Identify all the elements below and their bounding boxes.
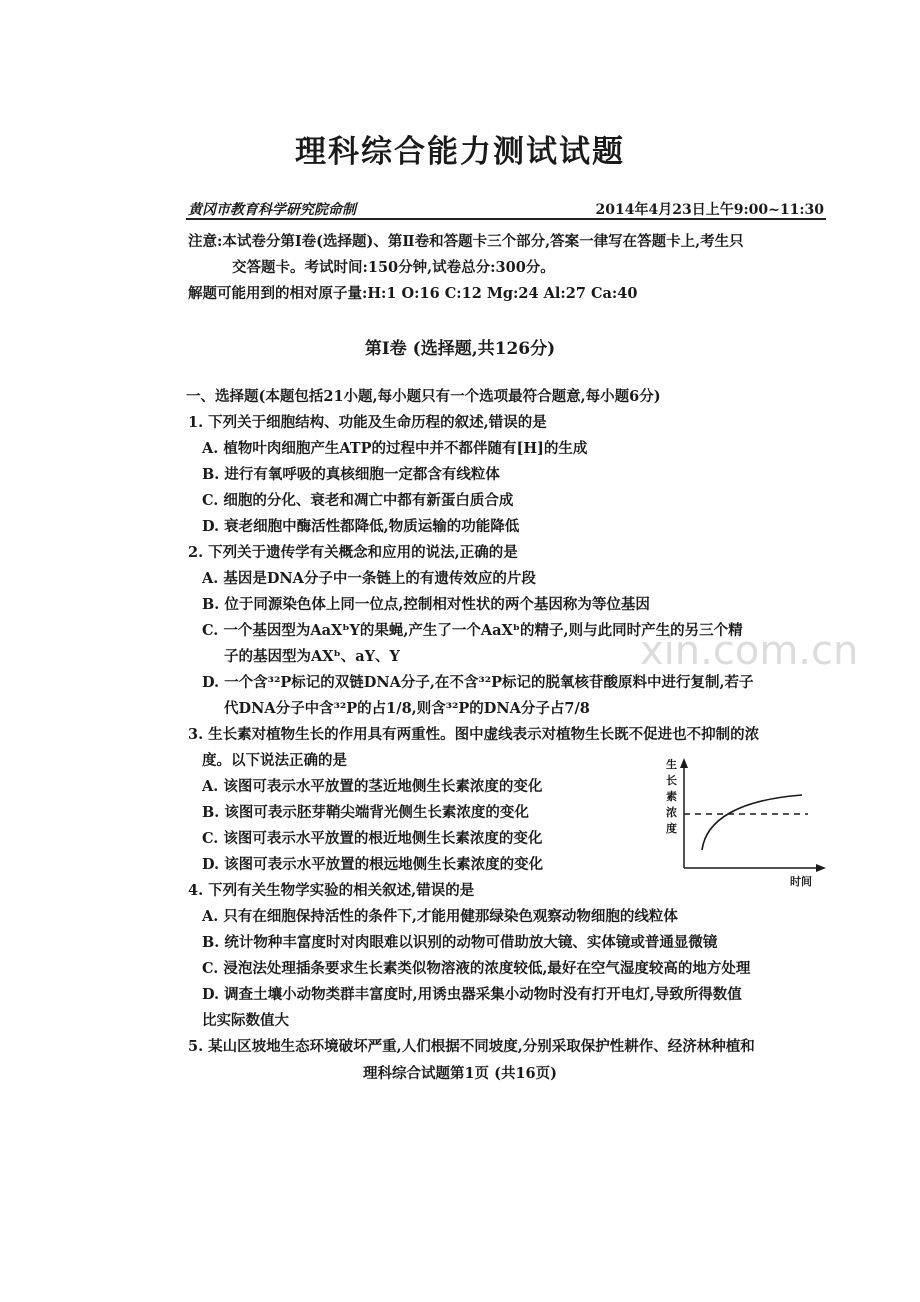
exam-datetime: 2014年4月23日上午9:00~11:30 [595, 202, 824, 218]
question-3-option-b: B. 该图可表示胚芽鞘尖端背光侧生长素浓度的变化 [202, 804, 529, 821]
question-3-stem: 3. 生长素对植物生长的作用具有两重性。图中虚线表示对植物生长既不促进也不抑制的浓 [188, 726, 760, 743]
graph-ylabel [666, 758, 677, 835]
question-2-option-c-cont: 子的基因型为AXᵇ、aY、Y [224, 648, 400, 665]
question-4-option-c: C. 浸泡法处理插条要求生长素类似物溶液的浓度较低,最好在空气湿度较高的地方处理 [202, 960, 751, 977]
question-4-option-b: B. 统计物种丰富度时对肉眼难以识别的动物可借助放大镜、实体镜或普通显微镜 [202, 934, 718, 951]
y-axis-arrow [680, 758, 688, 768]
page-title: 理科综合能力测试试题 [295, 134, 625, 170]
ylabel-char: 浓 [666, 806, 677, 819]
question-4-option-d-cont: 比实际数值大 [202, 1012, 289, 1029]
question-4-option-d: D. 调查土壤小动物类群丰富度时,用诱虫器采集小动物时没有打开电灯,导致所得数值 [202, 986, 742, 1003]
question-2-option-a: A. 基因是DNA分子中一条链上的有遗传效应的片段 [202, 570, 536, 587]
question-2-option-c: C. 一个基因型为AaXᵇY的果蝇,产生了一个AaXᵇ的精子,则与此同时产生的另三个精 [202, 622, 743, 639]
question-2-stem: 2. 下列关于遗传学有关概念和应用的说法,正确的是 [188, 544, 518, 561]
x-axis-arrow [816, 864, 826, 872]
question-2-option-d-cont: 代DNA分子中含³²P的占1/8,则含³²P的DNA分子占7/8 [224, 700, 590, 717]
auxin-concentration-graph [658, 758, 828, 888]
question-1-option-c: C. 细胞的分化、衰老和凋亡中都有新蛋白质合成 [202, 492, 514, 509]
question-3-option-d: D. 该图可表示水平放置的根远地侧生长素浓度的变化 [202, 856, 544, 873]
question-2-option-d: D. 一个含³²P标记的双链DNA分子,在不含³²P标记的脱氧核苷酸原料中进行复制,若子 [202, 674, 754, 691]
question-3-option-a: A. 该图可表示水平放置的茎近地侧生长素浓度的变化 [202, 778, 543, 795]
watermark-text: xin.com.cn [640, 628, 859, 674]
ylabel-char: 素 [666, 790, 677, 803]
question-1-option-d: D. 衰老细胞中酶活性都降低,物质运输的功能降低 [202, 518, 520, 535]
graph-xlabel: 时间 [790, 875, 812, 888]
section-title: 第Ⅰ卷 (选择题,共126分) [364, 339, 556, 359]
question-3-stem-cont: 度。以下说法正确的是 [202, 752, 347, 769]
atomic-mass-line: 解题可能用到的相对原子量:H:1 O:16 C:12 Mg:24 Al:27 Ca:40 [188, 285, 638, 302]
part-heading: 一、选择题(本题包括21小题,每小题只有一个选项最符合题意,每小题6分) [186, 388, 661, 405]
ylabel-char: 生 [666, 758, 677, 771]
question-5-stem: 5. 某山区坡地生态环境破坏严重,人们根据不同坡度,分别采取保护性耕作、经济林种植和 [188, 1038, 755, 1055]
notice-line-2: 交答题卡。考试时间:150分钟,试卷总分:300分。 [232, 259, 555, 276]
page-footer: 理科综合试题第1页 (共16页) [362, 1065, 558, 1082]
question-1-option-b: B. 进行有氧呼吸的真核细胞一定都含有线粒体 [202, 466, 500, 483]
question-4-option-a: A. 只有在细胞保持活性的条件下,才能用健那绿染色观察动物细胞的线粒体 [202, 908, 678, 925]
question-4-stem: 4. 下列有关生物学实验的相关叙述,错误的是 [188, 882, 475, 899]
ylabel-char: 度 [666, 822, 677, 835]
notice-line-1: 注意:本试卷分第Ⅰ卷(选择题)、第Ⅱ卷和答题卡三个部分,答案一律写在答题卡上,考生只 [188, 233, 744, 250]
question-2-option-b: B. 位于同源染色体上同一位点,控制相对性状的两个基因称为等位基因 [202, 596, 650, 613]
concentration-curve [702, 795, 802, 850]
issuer-text: 黄冈市教育科学研究院命制 [188, 202, 356, 218]
header-rule [186, 218, 826, 220]
ylabel-char: 长 [666, 774, 677, 787]
question-1-stem: 1. 下列关于细胞结构、功能及生命历程的叙述,错误的是 [188, 414, 547, 431]
question-1-option-a: A. 植物叶肉细胞产生ATP的过程中并不都伴随有[H]的生成 [202, 440, 588, 457]
question-3-option-c: C. 该图可表示水平放置的根近地侧生长素浓度的变化 [202, 830, 543, 847]
